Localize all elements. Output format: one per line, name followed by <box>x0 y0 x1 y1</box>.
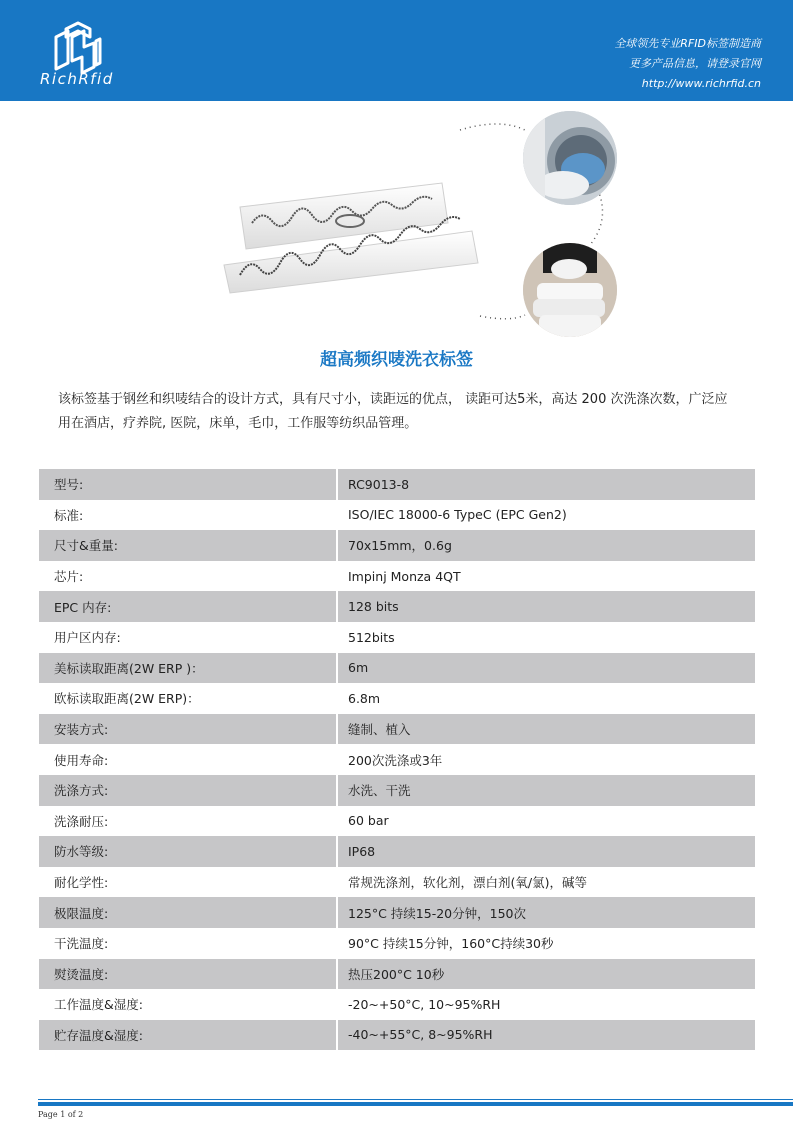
spec-value: 90°C 持续15分钟，160°C持续30秒 <box>348 936 554 952</box>
spec-value: IP68 <box>348 843 376 859</box>
spec-label: 美标读取距离(2W ERP )： <box>54 660 204 676</box>
spec-value: 200次洗涤或3年 <box>348 752 443 768</box>
spec-label: 防水等级: <box>54 844 109 860</box>
spec-label: 使用寿命: <box>54 752 109 768</box>
spec-label: 熨烫温度: <box>54 966 109 982</box>
spec-row <box>39 959 755 990</box>
spec-row <box>39 867 755 898</box>
spec-value: 6.8m <box>348 690 381 706</box>
spec-label: 安装方式: <box>54 722 109 738</box>
footer-divider-thin <box>38 1099 793 1100</box>
footer-divider <box>38 1102 793 1106</box>
page-number: Page 1 of 2 <box>38 1110 84 1119</box>
tagline-line-1: 全球领先专业RFID标签制造商 <box>614 37 761 50</box>
spec-row <box>39 653 755 684</box>
product-description: 该标签基于钢丝和织唛结合的设计方式，具有尺寸小，读距远的优点， 读距可达5米，高达 200 次洗涤次数，广泛应用在酒店，疗养院, 医院，床单，毛巾，工作服等纺织品管理。 <box>58 392 728 431</box>
spec-row <box>39 530 755 561</box>
spec-value: 水洗、干洗 <box>348 783 411 799</box>
product-title: 超高频织唛洗衣标签 <box>320 350 473 370</box>
spec-value: Impinj Monza 4QT <box>348 568 461 584</box>
spec-row <box>39 622 755 653</box>
logo-text: RichRfid <box>40 70 114 88</box>
spec-label: 标准: <box>54 507 84 523</box>
spec-value: 6m <box>348 660 369 676</box>
spec-label: 欧标读取距离(2W ERP)： <box>54 691 200 707</box>
spec-row <box>39 928 755 959</box>
spec-row <box>39 897 755 928</box>
specifications-table <box>39 469 755 1050</box>
spec-label: 洗涤方式: <box>54 783 109 799</box>
spec-row <box>39 714 755 745</box>
spec-value: 热压200°C 10秒 <box>348 966 445 982</box>
spec-label: 用户区内存: <box>54 630 121 646</box>
spec-value: 60 bar <box>348 813 389 829</box>
tagline-website[interactable]: http://www.richrfid.cn <box>641 77 761 90</box>
spec-label: 工作温度&湿度: <box>54 997 143 1013</box>
spec-value: -40~+55°C, 8~95%RH <box>348 1027 493 1043</box>
spec-label: EPC 内存: <box>54 599 112 615</box>
washing-machine-photo <box>523 111 617 205</box>
spec-row <box>39 989 755 1020</box>
spec-value: -20~+50°C, 10~95%RH <box>348 996 501 1012</box>
spec-value: ISO/IEC 18000-6 TypeC (EPC Gen2) <box>348 507 567 523</box>
spec-value: RC9013-8 <box>348 476 410 492</box>
tagline-line-2: 更多产品信息，请登录官网 <box>629 57 761 70</box>
spec-row <box>39 744 755 775</box>
spec-row <box>39 561 755 592</box>
spec-label: 洗涤耐压: <box>54 813 109 829</box>
spec-row <box>39 836 755 867</box>
spec-label: 型号: <box>54 477 84 493</box>
spec-value: 512bits <box>348 629 395 645</box>
spec-label: 干洗温度: <box>54 936 109 952</box>
spec-row <box>39 1020 755 1051</box>
spec-label: 芯片: <box>54 569 84 585</box>
page-header <box>0 0 793 101</box>
header-tagline <box>614 34 761 94</box>
spec-row <box>39 806 755 837</box>
spec-row <box>39 775 755 806</box>
spec-row <box>39 500 755 531</box>
spec-value: 常规洗涤剂，软化剂，漂白剂(氧/氯)，碱等 <box>348 875 587 891</box>
spec-row <box>39 469 755 500</box>
spec-row <box>39 591 755 622</box>
spec-value: 125°C 持续15-20分钟，150次 <box>348 905 526 921</box>
spec-value: 128 bits <box>348 599 399 615</box>
spec-label: 耐化学性: <box>54 875 109 891</box>
spec-label: 尺寸&重量: <box>54 538 118 554</box>
hotel-towels-photo <box>523 243 617 337</box>
spec-label: 极限温度: <box>54 905 109 921</box>
spec-value: 70x15mm，0.6g <box>348 538 452 554</box>
spec-row <box>39 683 755 714</box>
spec-value: 缝制、植入 <box>348 722 411 738</box>
spec-label: 贮存温度&湿度: <box>54 1027 143 1043</box>
